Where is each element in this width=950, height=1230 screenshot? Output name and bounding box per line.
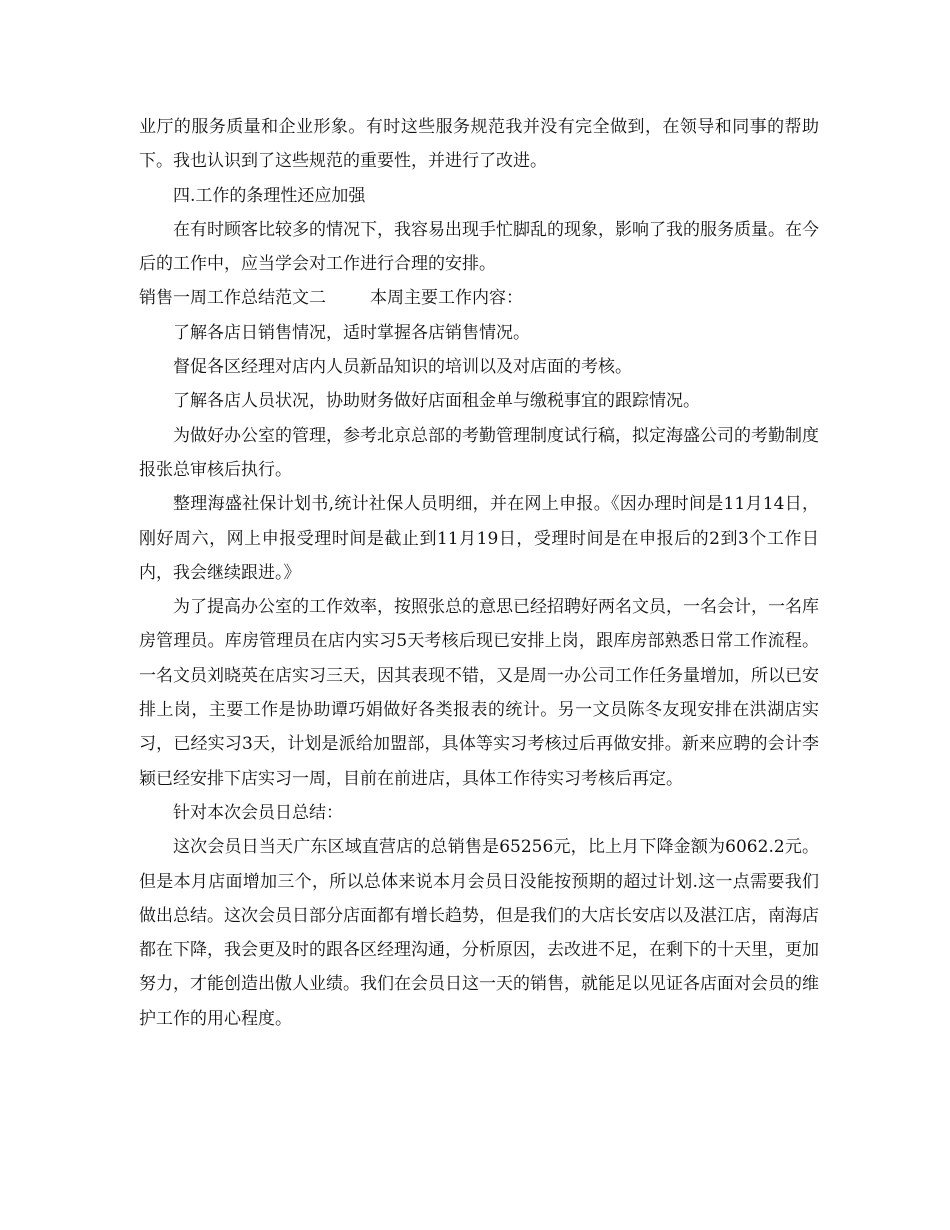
paragraph-staff-status: 了解各店人员状况，协助财务做好店面租金单与缴税事宜的跟踪情况。 <box>173 391 700 412</box>
paragraph-training: 督促各区经理对店内人员新品知识的培训以及对店面的考核。 <box>173 357 632 378</box>
paragraph-daily-sales: 了解各店日销售情况，适时掌握各店销售情况。 <box>173 322 530 343</box>
paragraph-member-day-summary: 这次会员日当天广东区域直营店的总销售是65256元，比上月下降金额为6062.2元。但是本月店面增加三个，所以总体来说本月会员日没能按预期的超过计划.这一点需要我们做出总结。这次会员日部分店面都有增长趋势，但是我们的大店长安店以及湛江店，南海店都在下降，我会更及时的跟各区经理沟通，分析原因，去改进不足，在剩下的十天里，更加努力，才能创造出傲人业绩。我们在会员日这一天的销售，就能足以见证各店面对会员的维护工作的用心程度。 <box>139 837 819 1029</box>
paragraph-social-insurance: 整理海盛社保计划书,统计社保人员明细，并在网上申报。《因办理时间是11月14日，刚好周六，网上申报受理时间是截止到11月19日，受理时间是在申报后的2到3个工作日内，我会继续跟进。》 <box>139 494 819 583</box>
paragraph-busy-customers: 在有时顾客比较多的情况下，我容易出现手忙脚乱的现象，影响了我的服务质量。在今后的工作中，应当学会对工作进行合理的安排。 <box>139 219 819 275</box>
paragraph-service-quality: 业厅的服务质量和企业形象。有时这些服务规范我并没有完全做到，在领导和同事的帮助下。我也认识到了这些规范的重要性，并进行了改进。 <box>139 117 819 172</box>
paragraph-attendance-system: 为做好办公室的管理，参考北京总部的考勤管理制度试行稿，拟定海盛公司的考勤制度报张总审核后执行。 <box>139 425 819 480</box>
weekly-work-heading: 本周主要工作内容： <box>370 288 523 309</box>
section-heading-organization: 四.工作的条理性还应加强 <box>173 185 366 206</box>
document-body <box>139 110 819 1036</box>
document-title: 销售一周工作总结范文二 <box>139 288 326 309</box>
document-title-line <box>139 281 819 315</box>
paragraph-recruitment: 为了提高办公室的工作效率，按照张总的意思已经招聘好两名文员，一名会计，一名库房管理员。库房管理员在店内实习5天考核后现已安排上岗，跟库房部熟悉日常工作流程。一名文员刘晓英在店实习三天，因其表现不错，又是周一办公司工作任务量增加，所以已安排上岗，主要工作是协助谭巧娟做好各类报表的统计。另一文员陈冬友现安排在洪湖店实习，已经实习3天，计划是派给加盟部，具体等实习考核过后再做安排。新来应聘的会计李颖已经安排下店实习一周，目前在前进店，具体工作待实习考核后再定。 <box>139 597 819 789</box>
paragraph-member-day-heading: 针对本次会员日总结： <box>173 802 343 823</box>
